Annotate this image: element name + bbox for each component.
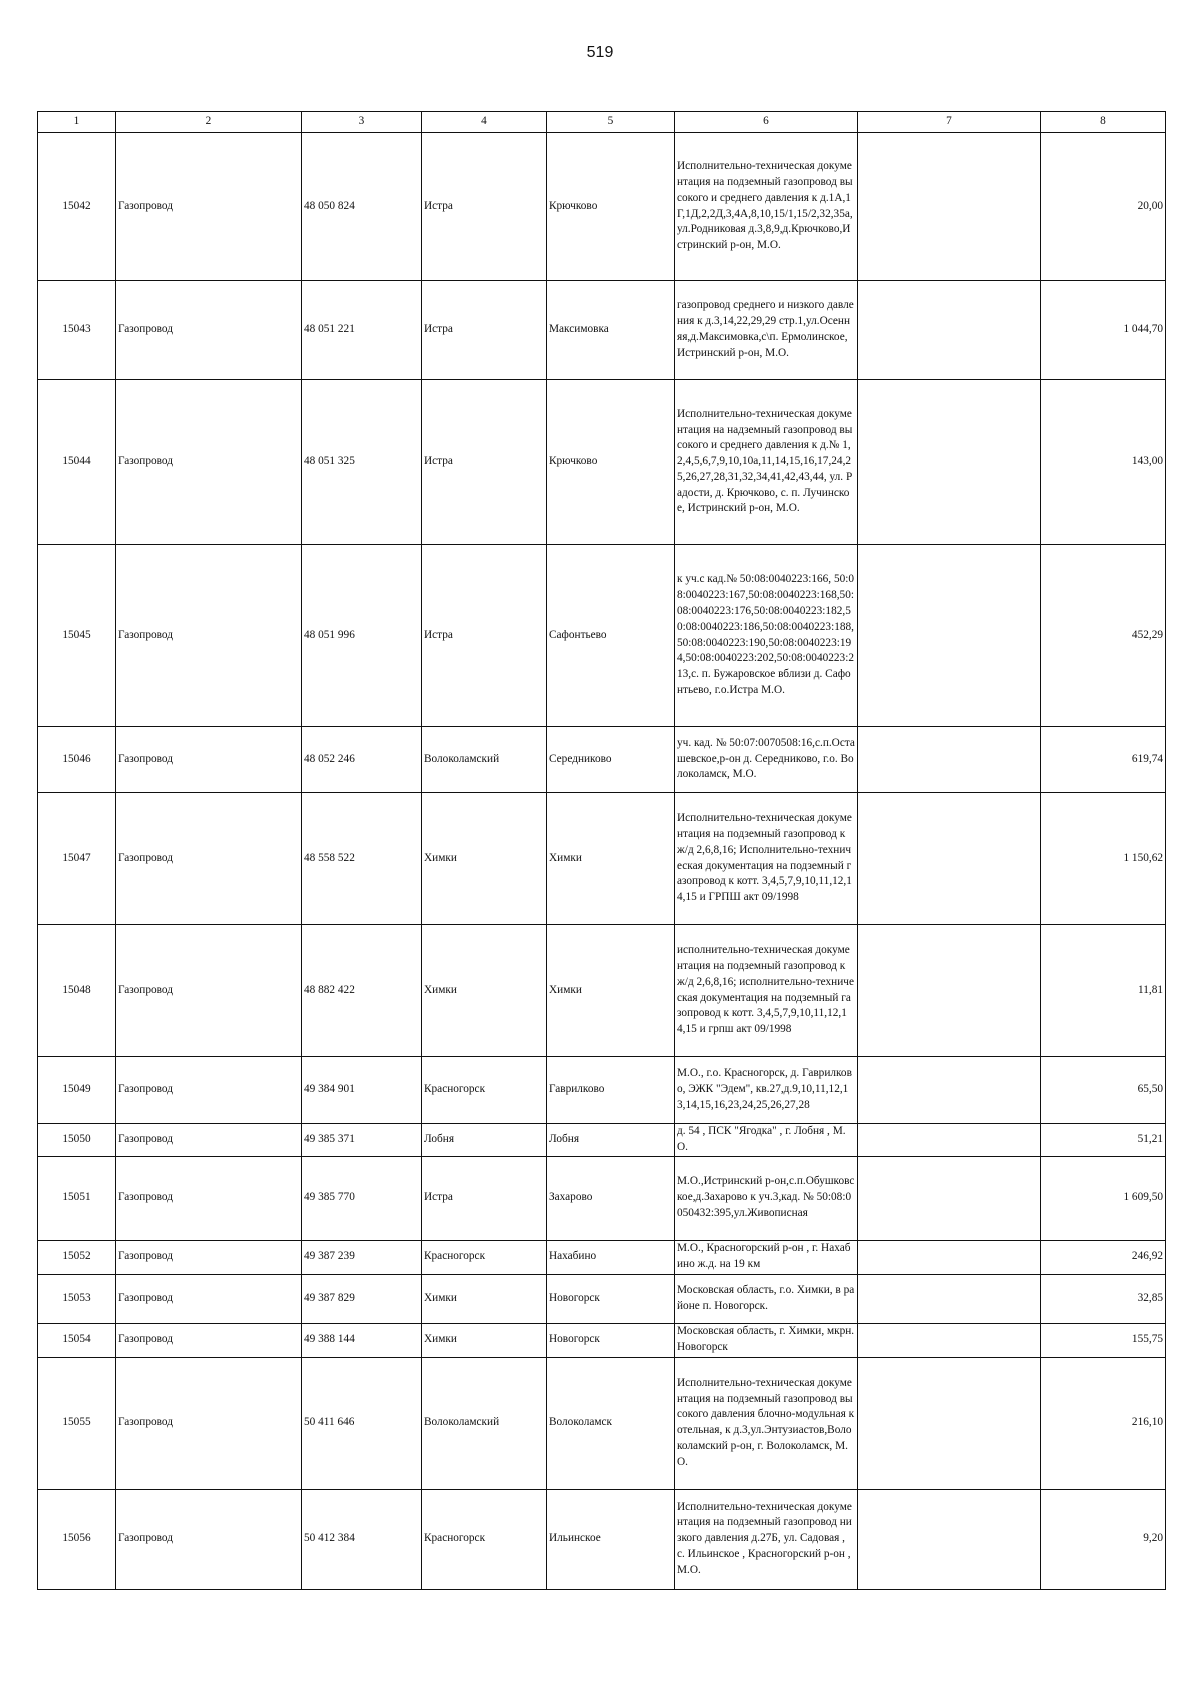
row-district: Химки [422, 793, 547, 925]
row-description: газопровод среднего и низкого давления к д.3,14,22,29,29 стр.1,ул.Осенняя,д.Максимовка,с\п. Ермолинское, Истринский р-он, М.О. [675, 281, 858, 380]
row-type: Газопровод [116, 1124, 302, 1157]
row-col7 [858, 727, 1041, 793]
header-row [38, 112, 1166, 133]
row-id: 15049 [38, 1057, 116, 1124]
row-locality: Максимовка [547, 281, 675, 380]
table-row [38, 727, 1166, 793]
row-type: Газопровод [116, 1489, 302, 1589]
row-id: 15056 [38, 1489, 116, 1589]
row-code: 50 411 646 [302, 1357, 422, 1489]
row-value: 65,50 [1041, 1057, 1166, 1124]
row-id: 15054 [38, 1323, 116, 1357]
row-locality: Химки [547, 793, 675, 925]
row-id: 15047 [38, 793, 116, 925]
row-id: 15044 [38, 380, 116, 545]
row-col7 [858, 281, 1041, 380]
row-code: 48 882 422 [302, 925, 422, 1057]
column-header: 3 [302, 112, 422, 133]
row-col7 [858, 380, 1041, 545]
table-row [38, 1124, 1166, 1157]
row-code: 50 412 384 [302, 1489, 422, 1589]
row-type: Газопровод [116, 281, 302, 380]
table-row [38, 1156, 1166, 1240]
row-id: 15042 [38, 133, 116, 281]
row-id: 15053 [38, 1274, 116, 1323]
table-row [38, 1274, 1166, 1323]
row-description: исполнительно-техническая документация на подземный газопровод к ж/д 2,6,8,16; исполнительно-техническая документация на подземный газопровод к котт. 3,4,5,7,9,10,11,12,14,15 и грпш акт 09/1998 [675, 925, 858, 1057]
row-type: Газопровод [116, 133, 302, 281]
row-code: 48 051 221 [302, 281, 422, 380]
row-value: 32,85 [1041, 1274, 1166, 1323]
row-type: Газопровод [116, 1357, 302, 1489]
table-row [38, 545, 1166, 727]
row-locality: Крючково [547, 133, 675, 281]
column-header: 7 [858, 112, 1041, 133]
row-id: 15048 [38, 925, 116, 1057]
row-value: 216,10 [1041, 1357, 1166, 1489]
row-code: 49 384 901 [302, 1057, 422, 1124]
row-code: 49 387 829 [302, 1274, 422, 1323]
row-description: уч. кад. № 50:07:0070508:16,с.п.Осташевское,р-он д. Середниково, г.о. Волоколамск, М.О. [675, 727, 858, 793]
row-district: Волоколамский [422, 1357, 547, 1489]
row-description: Московская область, г.о. Химки, в районе п. Новогорск. [675, 1274, 858, 1323]
row-description: Исполнительно-техническая документация на надземный газопровод высокого и среднего давления к д.№ 1,2,4,5,6,7,9,10,10а,11,14,15,16,17,24,25,26,27,28,31,32,34,41,42,43,44, ул. Радости, д. Крючково, с. п. Лучинское, Истринский р-он, М.О. [675, 380, 858, 545]
row-locality: Захарово [547, 1156, 675, 1240]
row-type: Газопровод [116, 1156, 302, 1240]
row-district: Химки [422, 925, 547, 1057]
row-district: Истра [422, 1156, 547, 1240]
row-type: Газопровод [116, 545, 302, 727]
row-type: Газопровод [116, 1240, 302, 1274]
column-header: 8 [1041, 112, 1166, 133]
table-row [38, 793, 1166, 925]
row-district: Истра [422, 281, 547, 380]
row-district: Красногорск [422, 1240, 547, 1274]
row-district: Истра [422, 133, 547, 281]
row-type: Газопровод [116, 1274, 302, 1323]
row-col7 [858, 133, 1041, 281]
row-locality: Крючково [547, 380, 675, 545]
row-type: Газопровод [116, 1323, 302, 1357]
row-col7 [858, 1323, 1041, 1357]
row-id: 15046 [38, 727, 116, 793]
row-description: М.О., г.о. Красногорск, д. Гаврилково, ЭЖК "Эдем", кв.27,д.9,10,11,12,13,14,15,16,23,24,25,26,27,28 [675, 1057, 858, 1124]
row-district: Химки [422, 1274, 547, 1323]
table-row [38, 1323, 1166, 1357]
table-row [38, 1240, 1166, 1274]
row-locality: Новогорск [547, 1274, 675, 1323]
row-locality: Лобня [547, 1124, 675, 1157]
row-code: 48 050 824 [302, 133, 422, 281]
row-description: Исполнительно-техническая документация на подземный газопровод низкого давления д.27Б, ул. Садовая , с. Ильинское , Красногорский р-он , М.О. [675, 1489, 858, 1589]
row-description: Исполнительно-техническая документация на подземный газопровод высокого и среднего давления к д.1А,1Г,1Д,2,2Д,3,4А,8,10,15/1,15/2,32,35а,ул.Родниковая д.3,8,9,д.Крючково,Истринский р-он, М.О. [675, 133, 858, 281]
row-description: Исполнительно-техническая документация на подземный газопровод высокого давления блочно-модульная котельная, к д.3,ул.Энтузиастов,Волоколамский р-он, г. Волоколамск, М.О. [675, 1357, 858, 1489]
row-description: Московская область, г. Химки, мкрн. Новогорск [675, 1323, 858, 1357]
row-type: Газопровод [116, 380, 302, 545]
row-locality: Ильинское [547, 1489, 675, 1589]
row-id: 15052 [38, 1240, 116, 1274]
row-description: М.О., Красногорский р-он , г. Нахабино ж.д. на 19 км [675, 1240, 858, 1274]
table-row [38, 925, 1166, 1057]
registry-table [37, 111, 1166, 1590]
row-type: Газопровод [116, 727, 302, 793]
row-description: к уч.с кад.№ 50:08:0040223:166, 50:08:0040223:167,50:08:0040223:168,50:08:0040223:176,50:08:0040223:182,50:08:0040223:186,50:08:0040223:188,50:08:0040223:190,50:08:0040223:194,50:08:0040223:202,50:08:0040223:213,с. п. Бужаровское вблизи д. Сафонтьево, г.о.Истра М.О. [675, 545, 858, 727]
row-description: Исполнительно-техническая документация на подземный газопровод к ж/д 2,6,8,16; Исполнительно-техническая документация на подземный газопровод к котт. 3,4,5,7,9,10,11,12,14,15 и ГРПШ акт 09/1998 [675, 793, 858, 925]
row-code: 48 052 246 [302, 727, 422, 793]
row-code: 49 388 144 [302, 1323, 422, 1357]
row-value: 1 044,70 [1041, 281, 1166, 380]
row-value: 9,20 [1041, 1489, 1166, 1589]
row-value: 1 150,62 [1041, 793, 1166, 925]
page-number: 519 [586, 44, 614, 61]
row-value: 452,29 [1041, 545, 1166, 727]
row-district: Волоколамский [422, 727, 547, 793]
row-district: Лобня [422, 1124, 547, 1157]
row-col7 [858, 1274, 1041, 1323]
row-col7 [858, 1156, 1041, 1240]
column-header: 2 [116, 112, 302, 133]
row-col7 [858, 1357, 1041, 1489]
column-header: 1 [38, 112, 116, 133]
column-header: 4 [422, 112, 547, 133]
row-locality: Новогорск [547, 1323, 675, 1357]
row-code: 49 387 239 [302, 1240, 422, 1274]
row-district: Истра [422, 380, 547, 545]
row-code: 48 051 996 [302, 545, 422, 727]
row-value: 20,00 [1041, 133, 1166, 281]
row-value: 11,81 [1041, 925, 1166, 1057]
row-type: Газопровод [116, 1057, 302, 1124]
row-district: Истра [422, 545, 547, 727]
row-col7 [858, 1489, 1041, 1589]
row-value: 1 609,50 [1041, 1156, 1166, 1240]
row-value: 143,00 [1041, 380, 1166, 545]
row-col7 [858, 1057, 1041, 1124]
row-district: Красногорск [422, 1057, 547, 1124]
row-code: 49 385 371 [302, 1124, 422, 1157]
row-code: 48 558 522 [302, 793, 422, 925]
table-row [38, 380, 1166, 545]
row-description: М.О.,Истринский р-он,с.п.Обушковское,д.Захарово к уч.3,кад. № 50:08:0050432:395,ул.Живописная [675, 1156, 858, 1240]
row-type: Газопровод [116, 925, 302, 1057]
row-district: Химки [422, 1323, 547, 1357]
row-locality: Химки [547, 925, 675, 1057]
row-locality: Сафонтьево [547, 545, 675, 727]
row-id: 15050 [38, 1124, 116, 1157]
row-value: 246,92 [1041, 1240, 1166, 1274]
row-value: 155,75 [1041, 1323, 1166, 1357]
row-code: 48 051 325 [302, 380, 422, 545]
row-col7 [858, 925, 1041, 1057]
row-description: д. 54 , ПСК "Ягодка" , г. Лобня , М.О. [675, 1124, 858, 1157]
row-id: 15045 [38, 545, 116, 727]
column-header: 6 [675, 112, 858, 133]
row-type: Газопровод [116, 793, 302, 925]
row-col7 [858, 1124, 1041, 1157]
row-value: 51,21 [1041, 1124, 1166, 1157]
row-col7 [858, 545, 1041, 727]
table-row [38, 1489, 1166, 1589]
row-district: Красногорск [422, 1489, 547, 1589]
table-row [38, 281, 1166, 380]
row-id: 15055 [38, 1357, 116, 1489]
row-locality: Волоколамск [547, 1357, 675, 1489]
table-row [38, 1357, 1166, 1489]
row-code: 49 385 770 [302, 1156, 422, 1240]
column-header: 5 [547, 112, 675, 133]
row-id: 15051 [38, 1156, 116, 1240]
table-row [38, 1057, 1166, 1124]
row-locality: Нахабино [547, 1240, 675, 1274]
row-col7 [858, 793, 1041, 925]
table-row [38, 133, 1166, 281]
row-col7 [858, 1240, 1041, 1274]
row-locality: Середниково [547, 727, 675, 793]
row-id: 15043 [38, 281, 116, 380]
row-value: 619,74 [1041, 727, 1166, 793]
row-locality: Гаврилково [547, 1057, 675, 1124]
